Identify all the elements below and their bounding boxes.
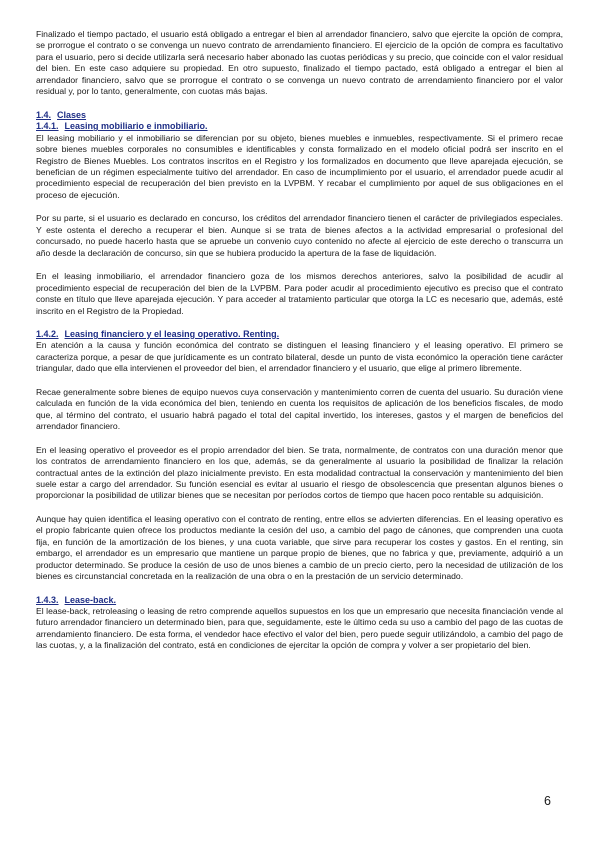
section-title: Clases	[57, 109, 87, 120]
subsection-title: Leasing mobiliario e inmobiliario.	[64, 121, 208, 132]
paragraph: Aunque hay quien identifica el leasing operativo con el contrato de renting, entre ellos se advierten diferencias. En el leasing operativo es el propio fabricante quien ofrece los productos mediante la cesión del uso, a cambio del pago de cánones, que comprenden una cuota fija, en función de la amortización de los bienes, y una cuota variable, que sirve para recuperar los costes y gastos. En el renting, sin embargo, el arrendador es un empresario que mantiene un parque propio de bienes, que no fabrica y que, previamente, adquirió a un productor determinado. Se produce la cesión de uso de unos bienes a cambio de un precio cierto, pero la necesidad de utilización de los bienes es circunstancial concretada en la realización de una obra o en la prestación de un servicio determinado.	[36, 513, 563, 582]
subsection-number: 1.4.1.	[36, 121, 59, 132]
paragraph: En el leasing inmobiliario, el arrendador financiero goza de los mismos derechos anteriores, salvo la posibilidad de acudir al procedimiento especial de recuperación del bien de la LVPBM. Para poder acudir al procedimiento ejecutivo es preciso que el contrato conste en título que lleve aparejada ejecución. Y para acceder al tratamiento particular que otorga la LC es necesario que, además, esté inscrito en el Registro de la Propiedad.	[36, 271, 563, 316]
subsection-heading-1-4-1	[36, 121, 563, 132]
section-number: 1.4.	[36, 109, 52, 120]
paragraph: En el leasing operativo el proveedor es el propio arrendador del bien. Se trata, normalmente, de contratos con una duración menor que los contratos de arrendamiento financiero en los que, además, se da generalmente al usuario la posibilidad de finalizar la relación contractual antes de la extinción del plazo inicialmente previsto. En esta modalidad contractual la conservación y mantenimiento del bien suele estar a cargo del arrendador. Su función esencial es evitar al usuario el riesgo de obsolescencia que presentan algunos bienes o proporcionar la posibilidad de utilizar bienes que se necesitan por períodos cortos de tiempo que hacen poco rentable su adquisición.	[36, 444, 563, 501]
document-page	[36, 29, 563, 664]
subsection-number: 1.4.3.	[36, 594, 59, 605]
paragraph: El lease-back, retroleasing o leasing de retro comprende aquellos supuestos en los que un empresario que necesita financiación vende al futuro arrendador financiero un determinado bien, para que, seguidamente, este le último ceda su uso a cambio del pago de las cuotas de arrendamiento financiero. De esta forma, el vendedor hace efectivo el valor del bien, pero puede seguir utilizándolo, a cambio del pago de las cuotas, y, a la finalización del contrato, está en condiciones de ejercitar la opción de compra y volver a ser propietario del bien.	[36, 606, 563, 651]
page-number: 6	[544, 794, 551, 808]
paragraph: Por su parte, si el usuario es declarado en concurso, los créditos del arrendador financiero tienen el carácter de privilegiados especiales. Y este ostenta el derecho a recuperar el bien. Aunque si se trata de bienes afectos a la actividad empresarial o profesional del concursado, no puede hacerlo hasta que se apruebe un convenio cuyo contenido no afecte al ejercicio de este derecho o transcurra un año desde la declaración de concurso, sin que se hubiera producido la apertura de la fase de liquidación.	[36, 213, 563, 258]
intro-paragraph: Finalizado el tiempo pactado, el usuario está obligado a entregar el bien al arrendador financiero, salvo que ejercite la opción de compra, se prorrogue el contrato o se convenga un nuevo contrato de arrendamiento financiero. El ejercicio de la opción de compra es facultativo para el usuario, pero si decide utilizarla será necesario haber abonado las cuotas periódicas y su precio, que coincide con el valor residual del bien. En este caso adquiere su propiedad. En otro supuesto, finalizado el tiempo pactado, está obligado a entregar el bien al arrendador financiero, salvo que se prorrogue el contrato o se convenga un nuevo contrato de arrendamiento financiero por el valor residual y, por lo tanto, generalmente, con cuotas más bajas.	[36, 29, 563, 97]
paragraph: Recae generalmente sobre bienes de equipo nuevos cuya conservación y mantenimiento corren de cuenta del usuario. Su duración viene calculada en función de la vida económica del bien, teniendo en cuenta los requisitos de aplicación de los beneficios fiscales, de modo que, al término del contrato, el usuario habrá pagado el total del capital invertido, los intereses, gastos y el margen de beneficios del arrendador financiero.	[36, 386, 563, 432]
subsection-heading-1-4-3	[36, 595, 563, 606]
subsection-number: 1.4.2.	[36, 328, 59, 339]
subsection-title: Leasing financiero y el leasing operativo. Renting.	[64, 328, 280, 339]
paragraph: En atención a la causa y función económica del contrato se distinguen el leasing financiero y el leasing operativo. El primero se caracteriza porque, a pesar de que jurídicamente es un contrato bilateral, desde un punto de vista económico la operación tiene carácter triangular, dado que ella intervienen el proveedor del bien, el arrendador financiero y el usuario, que elige al primero libremente.	[36, 340, 563, 374]
subsection-title: Lease-back.	[64, 594, 117, 605]
subsection-heading-1-4-2	[36, 329, 563, 340]
section-heading-clases	[36, 110, 563, 121]
paragraph: El leasing mobiliario y el inmobiliario se diferencian por su objeto, bienes muebles e inmuebles, respectivamente. Si el primero recae sobre bienes muebles corporales no consumibles e identificables y consta formalizado en el modelo oficial podrá ser inscrito en el Registro de Bienes Muebles. Los contratos inscritos en el Registro y los formalizados en documento que lleve aparejada ejecución, se benefician de un régimen especialmente tuitivo del arrendador. En caso de incumplimiento por el usuario, el arrendador puede acudir al procedimiento especial de recuperación del bien previsto en la LVPBM. Y recabar el cumplimiento por aquel de sus obligaciones en el proceso de ejecución.	[36, 132, 563, 200]
